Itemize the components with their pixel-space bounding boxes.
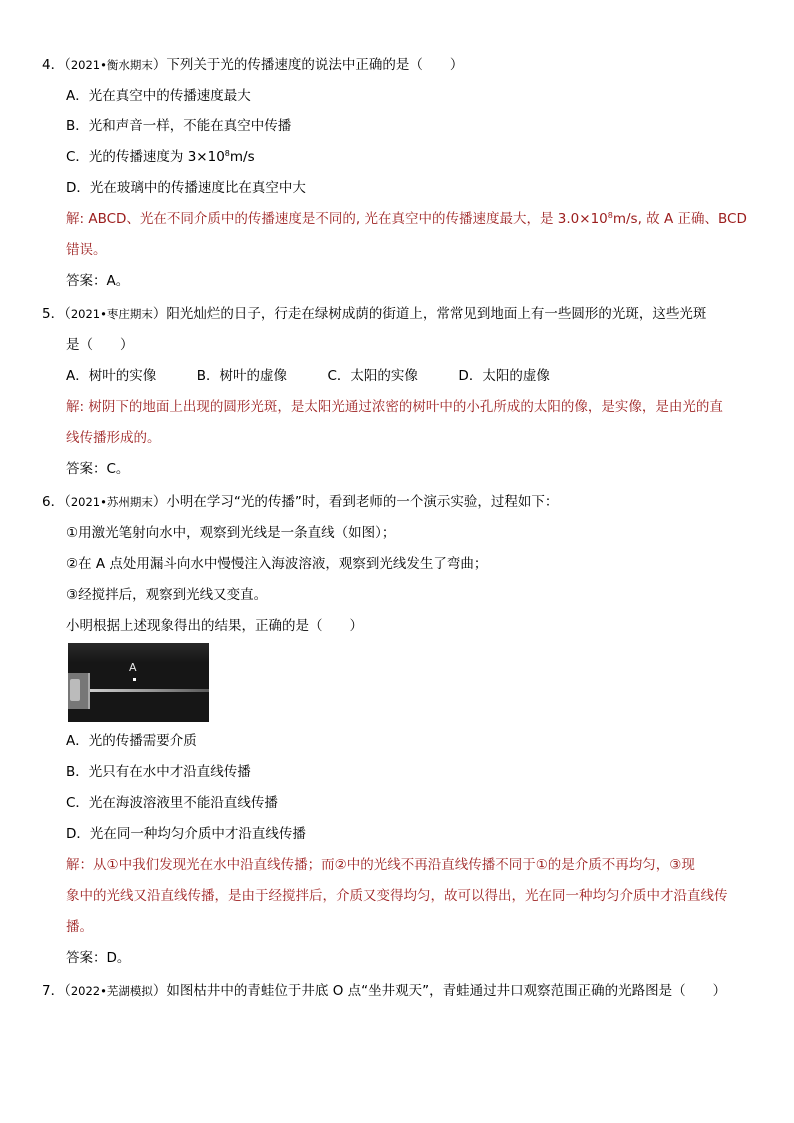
question-6-stem: 6．（2021•苏州期末）小明在学习“光的传播”时，看到老师的一个演示实验，过程如下： <box>42 494 559 510</box>
question-7-stem: 7．（2022•芜湖模拟）如图枯井中的青蛙位于井底 O 点“坐井观天”，青蛙通过井口观察范围正确的光路图是（ ） <box>42 983 727 999</box>
question-6-ask: 小明根据上述现象得出的结果，正确的是（ ） <box>66 618 363 634</box>
option-c: C．光的传播速度为 $3\times 10^8m/s$ <box>66 149 255 165</box>
option-a: A．光的传播需要介质 <box>66 733 197 749</box>
option-b: B．光和声音一样，不能在真空中传播 <box>66 118 292 134</box>
question-source: 2021•衡水期末 <box>70 58 153 72</box>
question-5-stem: 5．（2021•枣庄期末）阳光灿烂的日子，行走在绿树成荫的街道上，常常见到地面上有一些圆形的光斑，这些光斑 <box>42 306 707 322</box>
question-4-stem: 4．（2021•衡水期末）下列关于光的传播速度的说法中正确的是（ ） <box>42 57 464 73</box>
answer: 答案：D。 <box>66 950 131 966</box>
answer: 答案：C。 <box>66 461 130 477</box>
solution-line-1: 解: 树阴下的地面上出现的圆形光斑，是太阳光通过浓密的树叶中的小孔所成的太阳的像，是实像，是由光的直 <box>66 399 723 415</box>
step-1: ①用激光笔射向水中，观察到光线是一条直线（如图）； <box>66 525 396 541</box>
step-3: ③经搅拌后，观察到光线又变直。 <box>66 587 268 603</box>
solution-line-2: 错误。 <box>66 242 107 258</box>
options-row: A．树叶的实像 B．树叶的虚像 C．太阳的实像 D．太阳的虚像 <box>66 368 550 384</box>
point-a-label: A <box>129 661 137 674</box>
solution-line-3: 播。 <box>66 919 93 935</box>
option-a: A．光在真空中的传播速度最大 <box>66 88 251 104</box>
question-source: 2021•苏州期末 <box>70 495 153 509</box>
step-2: ②在 A 点处用漏斗向水中慢慢注入海波溶液，观察到光线发生了弯曲； <box>66 556 488 572</box>
laser-beam <box>88 689 209 692</box>
solution-line-2: 线传播形成的。 <box>66 430 161 446</box>
option-b: B．光只有在水中才沿直线传播 <box>66 764 251 780</box>
option-d: D．光在同一种均匀介质中才沿直线传播 <box>66 826 306 842</box>
question-5-stem-cont: 是（ ） <box>66 337 134 353</box>
solution-line-2: 象中的光线又沿直线传播，是由于经搅拌后，介质又变得均匀，故可以得出，光在同一种均匀介质中才沿直线传 <box>66 888 728 904</box>
answer: 答案：A。 <box>66 273 130 289</box>
solution-line-1: 解: ABCD、光在不同介质中的传播速度是不同的, 光在真空中的传播速度最大，是 $3.0\times 10^8m/s$, 故 A 正确、BCD <box>66 211 747 227</box>
option-c: C．光在海波溶液里不能沿直线传播 <box>66 795 278 811</box>
point-a-marker <box>133 678 136 681</box>
experiment-photo <box>68 643 209 722</box>
option-d: D．光在玻璃中的传播速度比在真空中大 <box>66 180 306 196</box>
question-source: 2021•枣庄期末 <box>70 307 153 321</box>
question-source: 2022•芜湖模拟 <box>70 984 153 998</box>
solution-line-1: 解：从①中我们发现光在水中沿直线传播；而②中的光线不再沿直线传播不同于①的是介质不再均匀，③现 <box>66 857 695 873</box>
